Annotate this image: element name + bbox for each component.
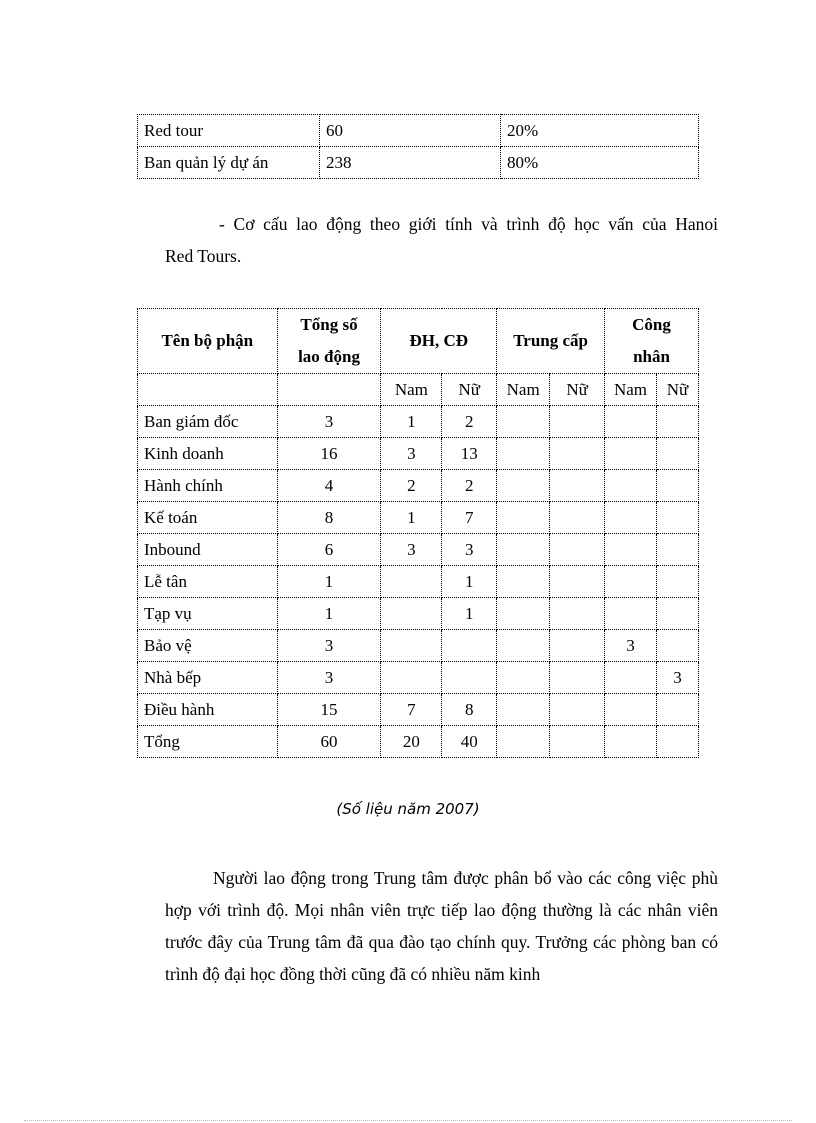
header-dh-cd: ĐH, CĐ <box>381 309 497 374</box>
dept-name-cell: Kế toán <box>138 502 278 534</box>
count-cell <box>442 630 497 662</box>
header-cong-nhan: Công nhân <box>605 309 699 374</box>
table-row <box>138 147 699 179</box>
count-cell <box>550 662 605 694</box>
table-cell: 80% <box>501 147 699 179</box>
count-cell <box>605 438 657 470</box>
count-cell: 3 <box>277 662 381 694</box>
count-cell <box>550 630 605 662</box>
header-total: Tổng số lao động <box>277 309 381 374</box>
labor-structure-table <box>137 308 699 758</box>
count-cell <box>442 662 497 694</box>
subheader-nu: Nữ <box>550 374 605 406</box>
count-cell <box>497 502 550 534</box>
count-cell <box>605 598 657 630</box>
table-row <box>138 726 699 758</box>
dept-name-cell: Bảo vệ <box>138 630 278 662</box>
dept-name-cell: Hành chính <box>138 470 278 502</box>
subheader-row <box>138 374 699 406</box>
count-cell <box>605 502 657 534</box>
table-caption: (Số liệu năm 2007) <box>336 800 480 818</box>
table-row <box>138 694 699 726</box>
count-cell: 1 <box>277 566 381 598</box>
intro-line-1: - Cơ cấu lao động theo giới tính và trình độ học vấn của Hanoi <box>219 214 718 234</box>
dept-name-cell: Tạp vụ <box>138 598 278 630</box>
count-cell: 4 <box>277 470 381 502</box>
dept-name-cell: Ban giám đốc <box>138 406 278 438</box>
count-cell: 1 <box>277 598 381 630</box>
table-row <box>138 406 699 438</box>
dept-name-cell: Lễ tân <box>138 566 278 598</box>
count-cell <box>550 726 605 758</box>
count-cell <box>656 694 698 726</box>
count-cell: 3 <box>381 438 442 470</box>
count-cell <box>605 534 657 566</box>
page-bottom-rule <box>24 1120 792 1121</box>
count-cell <box>497 470 550 502</box>
count-cell: 1 <box>442 598 497 630</box>
dept-name-cell: Tổng <box>138 726 278 758</box>
count-cell: 8 <box>442 694 497 726</box>
count-cell <box>497 438 550 470</box>
count-cell <box>381 630 442 662</box>
table-row <box>138 502 699 534</box>
count-cell <box>550 598 605 630</box>
count-cell <box>656 470 698 502</box>
table-cell: 20% <box>501 115 699 147</box>
count-cell <box>656 534 698 566</box>
count-cell <box>550 502 605 534</box>
dept-name-cell: Kinh doanh <box>138 438 278 470</box>
table-row <box>138 662 699 694</box>
count-cell <box>497 662 550 694</box>
count-cell <box>381 566 442 598</box>
table-row <box>138 630 699 662</box>
subheader-nu: Nữ <box>656 374 698 406</box>
count-cell: 2 <box>442 406 497 438</box>
count-cell: 60 <box>277 726 381 758</box>
body-paragraph: Người lao động trong Trung tâm được phân bổ vào các công việc phù hợp với trình độ. Mọi nhân viên trực tiếp lao động thường là các nhân viên trước đây của Trung tâm đã qua đào tạo chính quy. Trưởng các phòng ban có trình độ đại học đồng thời cũng đã có nhiều năm kinh <box>165 868 718 984</box>
count-cell <box>550 694 605 726</box>
count-cell <box>497 566 550 598</box>
count-cell <box>381 662 442 694</box>
count-cell: 3 <box>605 630 657 662</box>
count-cell: 8 <box>277 502 381 534</box>
count-cell: 7 <box>381 694 442 726</box>
count-cell <box>605 566 657 598</box>
table-cell: Red tour <box>138 115 320 147</box>
count-cell <box>605 406 657 438</box>
intro-line-2: Red Tours. <box>165 246 242 266</box>
dept-name-cell: Inbound <box>138 534 278 566</box>
count-cell: 2 <box>442 470 497 502</box>
header-row <box>138 309 699 374</box>
count-cell: 40 <box>442 726 497 758</box>
table-row <box>138 470 699 502</box>
count-cell <box>605 726 657 758</box>
table-row <box>138 115 699 147</box>
count-cell: 1 <box>442 566 497 598</box>
count-cell <box>497 534 550 566</box>
count-cell <box>550 534 605 566</box>
count-cell: 3 <box>381 534 442 566</box>
count-cell: 15 <box>277 694 381 726</box>
subheader-nam: Nam <box>497 374 550 406</box>
count-cell <box>656 598 698 630</box>
count-cell <box>381 598 442 630</box>
table-row <box>138 534 699 566</box>
subheader-nam: Nam <box>605 374 657 406</box>
count-cell: 3 <box>656 662 698 694</box>
table-row <box>138 566 699 598</box>
count-cell: 3 <box>277 630 381 662</box>
table-cell: 60 <box>320 115 501 147</box>
count-cell <box>497 406 550 438</box>
count-cell <box>497 630 550 662</box>
table-row <box>138 598 699 630</box>
count-cell <box>656 406 698 438</box>
count-cell <box>497 694 550 726</box>
count-cell: 7 <box>442 502 497 534</box>
count-cell <box>550 406 605 438</box>
ratio-table <box>137 114 699 179</box>
header-trung-cap: Trung cấp <box>497 309 605 374</box>
count-cell <box>550 566 605 598</box>
count-cell: 1 <box>381 406 442 438</box>
count-cell <box>497 598 550 630</box>
count-cell: 13 <box>442 438 497 470</box>
table-cell: 238 <box>320 147 501 179</box>
subheader-empty <box>138 374 278 406</box>
count-cell: 3 <box>442 534 497 566</box>
count-cell <box>656 502 698 534</box>
count-cell: 16 <box>277 438 381 470</box>
count-cell: 20 <box>381 726 442 758</box>
count-cell <box>497 726 550 758</box>
count-cell <box>550 470 605 502</box>
count-cell: 3 <box>277 406 381 438</box>
subheader-nu: Nữ <box>442 374 497 406</box>
count-cell <box>656 566 698 598</box>
count-cell <box>605 470 657 502</box>
count-cell <box>605 694 657 726</box>
table-row <box>138 438 699 470</box>
count-cell <box>605 662 657 694</box>
count-cell <box>656 726 698 758</box>
count-cell: 6 <box>277 534 381 566</box>
subheader-empty <box>277 374 381 406</box>
table-cell: Ban quản lý dự án <box>138 147 320 179</box>
count-cell <box>550 438 605 470</box>
count-cell <box>656 438 698 470</box>
count-cell <box>656 630 698 662</box>
count-cell: 1 <box>381 502 442 534</box>
count-cell: 2 <box>381 470 442 502</box>
subheader-nam: Nam <box>381 374 442 406</box>
header-dept: Tên bộ phận <box>138 309 278 374</box>
dept-name-cell: Điều hành <box>138 694 278 726</box>
dept-name-cell: Nhà bếp <box>138 662 278 694</box>
